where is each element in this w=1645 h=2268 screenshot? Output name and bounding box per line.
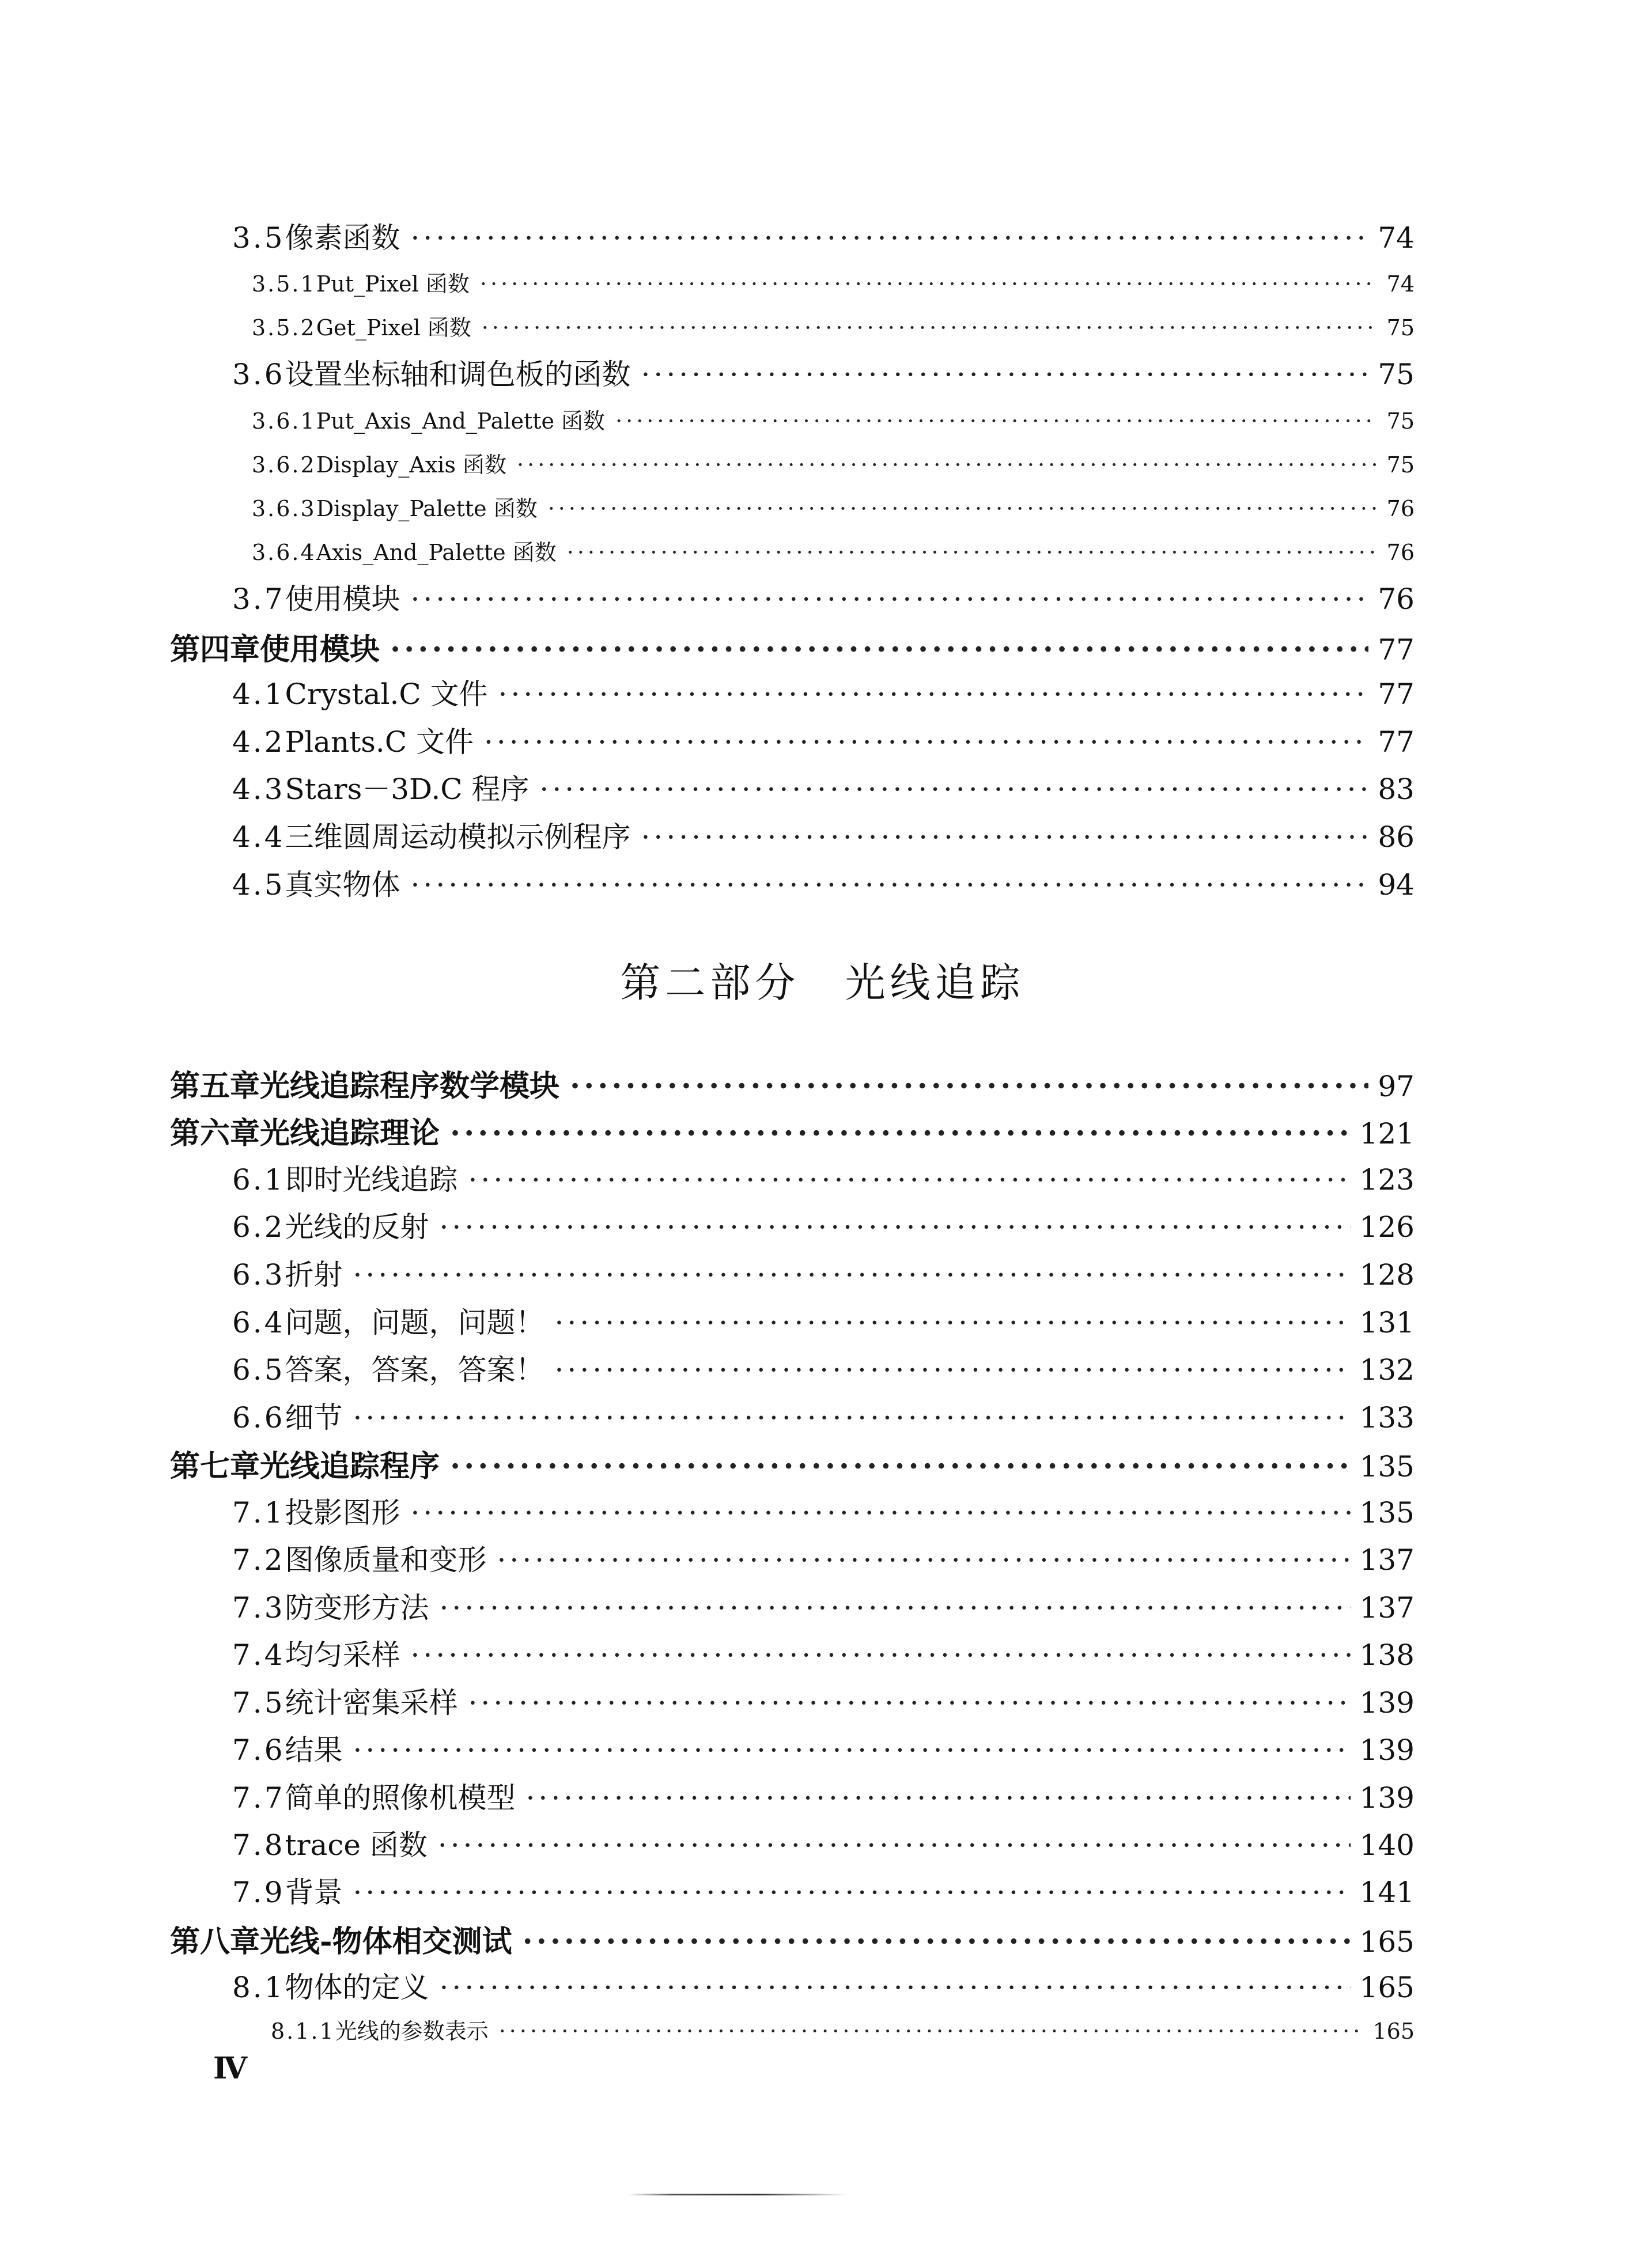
toc-entry — [232, 671, 1415, 713]
entry-number: 3.6.2 — [252, 452, 316, 478]
toc-entry — [252, 447, 1415, 479]
entry-number: 7.5 — [232, 1686, 285, 1720]
entry-page: 75 — [1378, 358, 1415, 391]
chapter-title: 使用模块 — [260, 632, 380, 667]
entry-number: 6.4 — [232, 1306, 285, 1339]
entry-number: 7.4 — [232, 1638, 285, 1672]
toc-entry — [252, 266, 1415, 298]
toc-entry — [232, 1632, 1415, 1673]
entry-page: 77 — [1378, 725, 1415, 759]
entry-title: Crystal.C 文件 — [285, 677, 488, 711]
entry-page: 126 — [1359, 1210, 1415, 1244]
entry-page: 83 — [1378, 773, 1415, 806]
toc-entry — [232, 1490, 1415, 1531]
dot-leader — [411, 221, 1369, 255]
entry-title: Display_Axis 函数 — [316, 452, 507, 478]
dot-leader — [517, 452, 1378, 478]
chapter-title: 光线-物体相交测试 — [260, 1924, 512, 1959]
dot-leader — [482, 315, 1378, 340]
dot-leader — [499, 2019, 1364, 2044]
toc-entry — [232, 1347, 1415, 1388]
toc-entry — [232, 1680, 1415, 1721]
chapter-number: 第六章 — [170, 1116, 260, 1151]
page-folio: Ⅳ — [213, 2051, 248, 2086]
chapter-number: 第七章 — [170, 1449, 260, 1484]
toc-entry — [232, 1157, 1415, 1198]
dot-leader — [411, 582, 1369, 616]
part-label: 第二部分 — [620, 959, 800, 1006]
part-heading — [0, 951, 1645, 1009]
entry-page: 86 — [1378, 820, 1415, 854]
dot-leader — [353, 1258, 1351, 1292]
toc-entry — [232, 576, 1415, 618]
entry-page: 94 — [1378, 868, 1415, 902]
dot-leader — [450, 1449, 1351, 1484]
dot-leader — [438, 1828, 1351, 1862]
dot-leader — [353, 1401, 1351, 1434]
dot-leader — [570, 1069, 1368, 1104]
entry-page: 76 — [1386, 540, 1415, 565]
entry-page: 141 — [1359, 1876, 1415, 1909]
entry-page: 77 — [1378, 677, 1415, 711]
entry-title: 简单的照像机模型 — [285, 1781, 516, 1815]
entry-page: 137 — [1359, 1543, 1415, 1577]
entry-title: 三维圆周运动模拟示例程序 — [285, 820, 631, 854]
entry-number: 3.5.2 — [252, 315, 316, 340]
entry-number: 6.2 — [232, 1210, 285, 1244]
dot-leader — [615, 408, 1378, 434]
entry-page: 139 — [1359, 1733, 1415, 1767]
dot-leader — [411, 1496, 1351, 1529]
entry-title: 真实物体 — [285, 868, 400, 902]
toc-entry — [232, 1822, 1415, 1864]
entry-number: 6.6 — [232, 1401, 285, 1434]
dot-leader — [411, 868, 1369, 902]
dot-leader — [641, 358, 1369, 391]
dot-leader — [411, 1638, 1351, 1672]
toc-entry — [232, 215, 1415, 256]
toc-chapter — [170, 625, 1415, 668]
entry-title: 光线的参数表示 — [335, 2019, 489, 2044]
entry-number: 7.6 — [232, 1733, 285, 1767]
entry-page: 133 — [1359, 1401, 1415, 1434]
entry-page: 137 — [1359, 1591, 1415, 1625]
toc-entry — [232, 1727, 1415, 1769]
entry-number: 7.1 — [232, 1496, 285, 1529]
entry-number: 6.1 — [232, 1163, 285, 1197]
chapter-title: 光线追踪程序 — [260, 1449, 440, 1484]
toc-entry — [232, 719, 1415, 760]
toc-entry — [252, 403, 1415, 435]
entry-number: 3.5.1 — [252, 271, 316, 297]
scan-artifact-line — [628, 2194, 847, 2195]
entry-title: 背景 — [285, 1876, 343, 1909]
entry-page: 135 — [1359, 1496, 1415, 1529]
chapter-title: 光线追踪程序数学模块 — [260, 1069, 560, 1104]
dot-leader — [498, 677, 1369, 711]
toc-entry — [232, 1537, 1415, 1578]
entry-page: 76 — [1378, 582, 1415, 616]
entry-page: 121 — [1359, 1117, 1415, 1150]
entry-title: Axis_And_Palette 函数 — [316, 540, 557, 565]
toc-chapter — [170, 1442, 1415, 1485]
toc-entry — [232, 862, 1415, 903]
toc-entry — [232, 1204, 1415, 1245]
chapter-title: 光线追踪理论 — [260, 1116, 440, 1151]
entry-number: 3.5 — [232, 221, 285, 255]
entry-title: Put_Pixel 函数 — [316, 271, 470, 297]
toc-entry — [232, 1252, 1415, 1293]
entry-number: 8.1 — [232, 1971, 285, 2004]
entry-title: 投影图形 — [285, 1496, 400, 1529]
toc-chapter — [170, 1109, 1415, 1152]
entry-title: 均匀采样 — [285, 1638, 400, 1672]
entry-number: 8.1.1 — [271, 2019, 335, 2044]
entry-page: 131 — [1359, 1306, 1415, 1339]
entry-page: 74 — [1378, 221, 1415, 255]
entry-number: 7.7 — [232, 1781, 285, 1815]
entry-title: 物体的定义 — [285, 1971, 429, 2004]
chapter-number: 第八章 — [170, 1924, 260, 1959]
entry-number: 3.6.3 — [252, 496, 316, 521]
entry-title: Get_Pixel 函数 — [316, 315, 471, 340]
entry-number: 4.4 — [232, 820, 285, 854]
entry-number: 4.3 — [232, 773, 285, 806]
entry-title: 细节 — [285, 1401, 343, 1434]
dot-leader — [497, 1543, 1351, 1577]
toc-entry — [232, 351, 1415, 393]
toc-entry — [232, 814, 1415, 855]
dot-leader — [440, 1591, 1351, 1625]
entry-page: 76 — [1386, 496, 1415, 521]
toc-entry — [232, 1300, 1415, 1341]
entry-page: 132 — [1359, 1353, 1415, 1387]
dot-leader — [641, 820, 1369, 854]
dot-leader — [526, 1781, 1351, 1815]
part-title: 光线追踪 — [845, 959, 1025, 1006]
entry-title: Plants.C 文件 — [285, 725, 474, 759]
entry-page: 165 — [1359, 1971, 1415, 2004]
entry-number: 7.9 — [232, 1876, 285, 1909]
toc-entry — [252, 535, 1415, 566]
toc-chapter — [170, 1062, 1415, 1105]
chapter-number: 第五章 — [170, 1069, 260, 1104]
entry-number: 3.6.1 — [252, 408, 316, 434]
entry-page: 97 — [1378, 1070, 1415, 1103]
toc-entry — [232, 1585, 1415, 1626]
entry-title: 光线的反射 — [285, 1210, 429, 1244]
toc-entry — [271, 2013, 1415, 2045]
entry-page: 139 — [1359, 1686, 1415, 1720]
toc-entry — [232, 766, 1415, 808]
toc-entry — [232, 1775, 1415, 1816]
toc-entry — [252, 310, 1415, 342]
entry-number: 7.3 — [232, 1591, 285, 1625]
dot-leader — [548, 496, 1378, 521]
dot-leader — [567, 540, 1378, 565]
entry-title: trace 函数 — [285, 1828, 428, 1862]
dot-leader — [484, 725, 1368, 759]
dot-leader — [468, 1163, 1351, 1197]
toc-chapter — [170, 1917, 1415, 1960]
entry-page: 139 — [1359, 1781, 1415, 1815]
entry-title: 问题，问题，问题！ — [285, 1306, 544, 1339]
toc-entry — [232, 1869, 1415, 1911]
entry-number: 6.5 — [232, 1353, 285, 1387]
entry-title: 即时光线追踪 — [285, 1163, 458, 1197]
entry-title: 折射 — [285, 1258, 343, 1292]
entry-number: 3.6 — [232, 358, 285, 391]
entry-page: 165 — [1372, 2019, 1415, 2044]
dot-leader — [450, 1116, 1351, 1151]
dot-leader — [353, 1733, 1351, 1767]
dot-leader — [523, 1924, 1351, 1959]
dot-leader — [539, 773, 1368, 806]
entry-page: 138 — [1359, 1638, 1415, 1672]
entry-number: 4.5 — [232, 868, 285, 902]
entry-title: Display_Palette 函数 — [316, 496, 538, 521]
entry-title: 答案，答案，答案！ — [285, 1353, 544, 1387]
entry-title: 像素函数 — [285, 221, 400, 255]
entry-title: 防变形方法 — [285, 1591, 429, 1625]
dot-leader — [353, 1876, 1351, 1909]
entry-title: Stars－3D.C 程序 — [285, 773, 530, 806]
entry-title: 使用模块 — [285, 582, 400, 616]
entry-title: 图像质量和变形 — [285, 1543, 487, 1577]
chapter-number: 第四章 — [170, 632, 260, 667]
entry-page: 123 — [1359, 1163, 1415, 1197]
dot-leader — [468, 1686, 1351, 1720]
entry-number: 7.8 — [232, 1828, 285, 1862]
entry-page: 140 — [1359, 1828, 1415, 1862]
dot-leader — [555, 1353, 1351, 1387]
entry-title: Put_Axis_And_Palette 函数 — [316, 408, 606, 434]
entry-number: 6.3 — [232, 1258, 285, 1292]
entry-page: 75 — [1386, 452, 1415, 478]
entry-page: 75 — [1386, 408, 1415, 434]
entry-title: 结果 — [285, 1733, 343, 1767]
entry-number: 4.2 — [232, 725, 285, 759]
entry-title: 设置坐标轴和调色板的函数 — [285, 358, 631, 391]
toc-entry — [232, 1964, 1415, 2006]
toc-entry — [232, 1395, 1415, 1436]
entry-number: 3.7 — [232, 582, 285, 616]
dot-leader — [440, 1210, 1351, 1244]
entry-title: 统计密集采样 — [285, 1686, 458, 1720]
entry-page: 135 — [1359, 1450, 1415, 1483]
dot-leader — [555, 1306, 1351, 1339]
toc-entry — [252, 491, 1415, 522]
entry-page: 77 — [1378, 633, 1415, 667]
entry-page: 75 — [1386, 315, 1415, 340]
dot-leader — [390, 632, 1368, 667]
entry-page: 74 — [1386, 271, 1415, 297]
entry-page: 165 — [1359, 1925, 1415, 1959]
dot-leader — [440, 1971, 1351, 2004]
entry-number: 3.6.4 — [252, 540, 316, 565]
dot-leader — [480, 271, 1378, 297]
entry-number: 7.2 — [232, 1543, 285, 1577]
entry-page: 128 — [1359, 1258, 1415, 1292]
entry-number: 4.1 — [232, 677, 285, 711]
